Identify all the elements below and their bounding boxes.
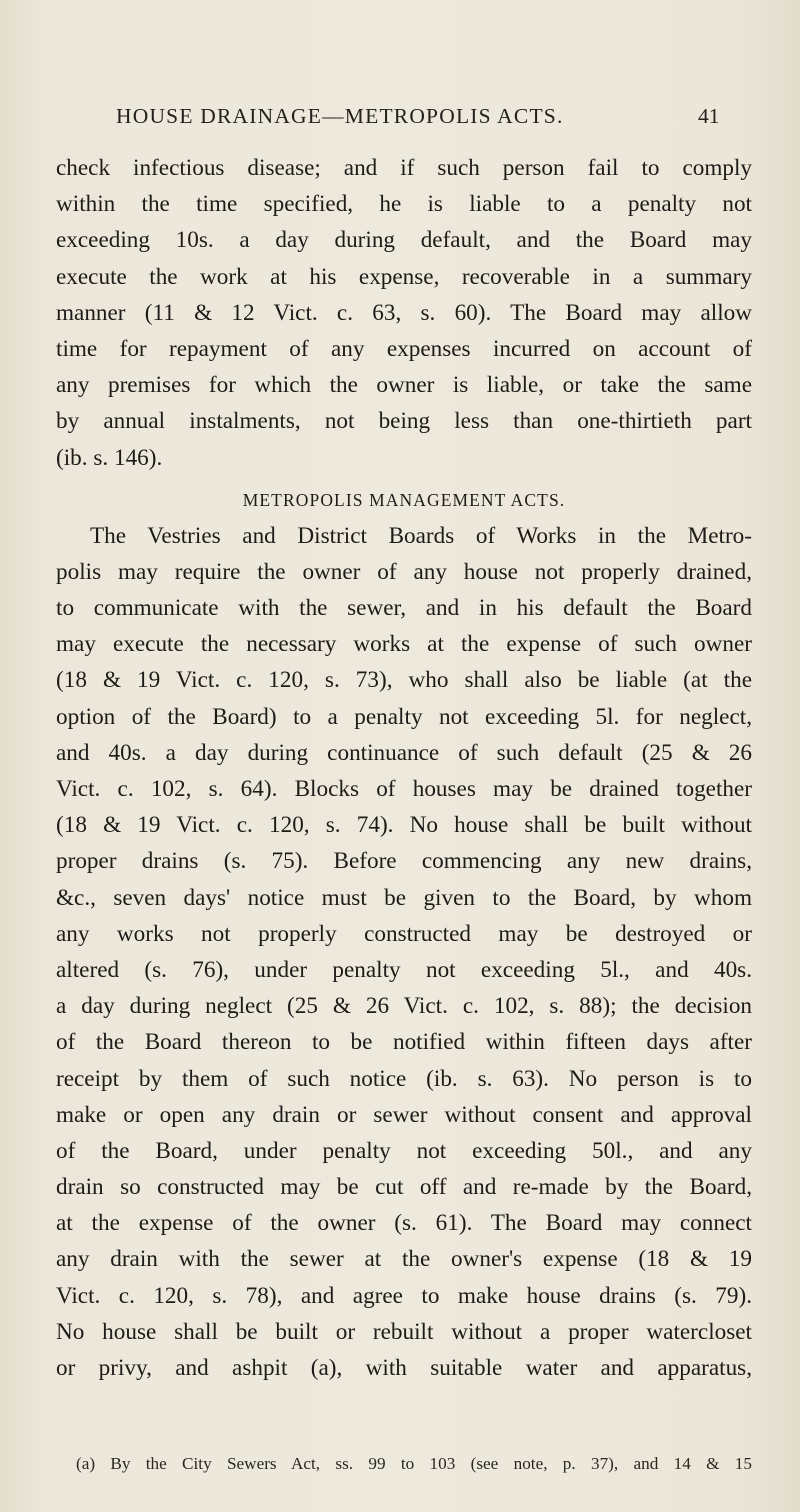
text-line: by annual instalments, not being less than one-thirtieth part	[56, 408, 752, 435]
text-line: at the expense of the owner (s. 61). The Board may connect	[56, 1210, 752, 1237]
text-line: any drain with the sewer at the owner's expense (18 & 19	[56, 1246, 752, 1273]
page-number: 41	[698, 104, 720, 128]
text-line: The Vestries and District Boards of Works in the Metro-	[90, 522, 752, 549]
text-line: any premises for which the owner is liable, or take the same	[56, 372, 752, 399]
text-line: time for repayment of any expenses incurred on account of	[56, 335, 752, 362]
text-line: No house shall be built or rebuilt without a proper watercloset	[56, 1318, 752, 1345]
section-paragraph	[56, 518, 752, 1387]
text-line: (18 & 19 Vict. c. 120, s. 73), who shall also be liable (at the	[56, 667, 752, 694]
text-line: (18 & 19 Vict. c. 120, s. 74). No house shall be built without	[56, 812, 752, 839]
footnote: (a) By the City Sewers Act, ss. 99 to 103 (see note, p. 37), and 14 & 15	[76, 1454, 752, 1473]
paragraph-continued	[56, 150, 752, 476]
section-heading: METROPOLIS MANAGEMENT ACTS.	[242, 489, 566, 510]
text-line: manner (11 & 12 Vict. c. 63, s. 60). The Board may allow	[56, 299, 752, 326]
text-line: option of the Board) to a penalty not exceeding 5l. for neglect,	[56, 703, 752, 730]
text-line: of the Board thereon to be notified within fifteen days after	[56, 1029, 752, 1056]
text-line: Vict. c. 102, s. 64). Blocks of houses may be drained together	[56, 776, 752, 802]
text-line: Vict. c. 120, s. 78), and agree to make house drains (s. 79).	[56, 1282, 752, 1309]
text-line: and 40s. a day during continuance of such default (25 & 26	[56, 739, 752, 766]
text-line: &c., seven days' notice must be given to the Board, by whom	[56, 884, 752, 911]
running-head	[0, 104, 800, 140]
text-line: of the Board, under penalty not exceeding 50l., and any	[56, 1137, 752, 1164]
text-line: check infectious disease; and if such person fail to comply	[56, 155, 752, 181]
text-line: may execute the necessary works at the expense of such owner	[56, 631, 752, 658]
text-line: polis may require the owner of any house not properly drained,	[56, 558, 752, 585]
text-line: any works not properly constructed may be destroyed or	[56, 920, 752, 947]
text-line: drain so constructed may be cut off and re-made by the Board,	[56, 1174, 752, 1201]
text-line: exceeding 10s. a day during default, and the Board may	[56, 227, 752, 254]
text-line: execute the work at his expense, recoverable in a summary	[56, 263, 752, 290]
text-line: to communicate with the sewer, and in his default the Board	[56, 595, 752, 622]
text-line: proper drains (s. 75). Before commencing any new drains,	[56, 848, 752, 875]
running-title: HOUSE DRAINAGE—METROPOLIS ACTS.	[116, 104, 564, 128]
text-line: a day during neglect (25 & 26 Vict. c. 102, s. 88); the decision	[56, 993, 752, 1020]
text-line: (ib. s. 146).	[56, 444, 163, 471]
text-line: within the time specified, he is liable to a penalty not	[56, 191, 752, 218]
text-line: receipt by them of such notice (ib. s. 63). No person is to	[56, 1065, 752, 1092]
text-line: make or open any drain or sewer without consent and approval	[56, 1101, 752, 1128]
text-line: altered (s. 76), under penalty not exceeding 5l., and 40s.	[56, 956, 752, 983]
text-line: or privy, and ashpit (a), with suitable water and apparatus,	[56, 1355, 752, 1381]
body-text	[56, 150, 752, 1386]
